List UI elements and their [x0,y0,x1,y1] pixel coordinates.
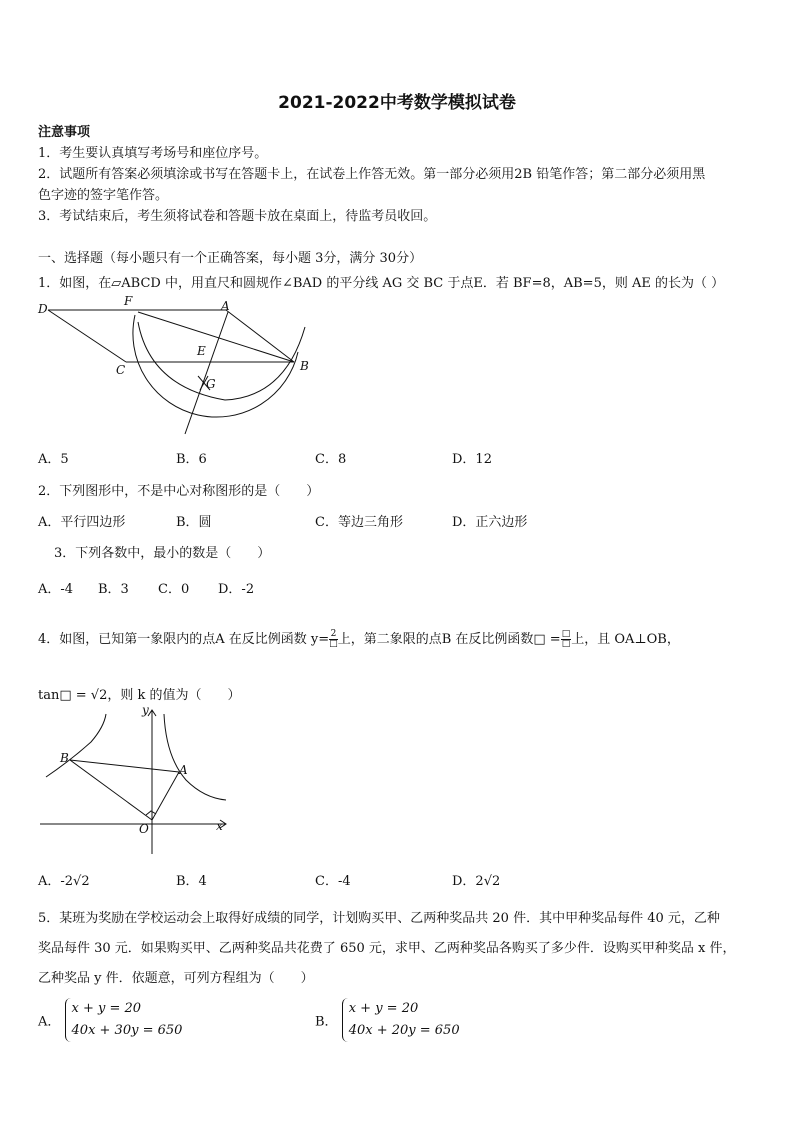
note-item: 2．试题所有答案必须填涂或书写在答题卡上，在试卷上作答无效。第一部分必须用2B 铅笔作答；第二部分必须用黑 [38,167,706,182]
q2-option-a[interactable]: A．平行四边形 [38,515,126,530]
q1-label-E: E [197,344,206,358]
q1-option-b[interactable]: B．6 [176,452,207,467]
q4-label-B: B [60,751,69,765]
q5-line: 5．某班为奖励在学校运动会上取得好成绩的同学，计划购买甲、乙两种奖品共 20 件．其中甲种奖品每件 40 元，乙种 [38,911,720,926]
note-item: 色字迹的签字笔作答。 [38,188,169,203]
q1-line-AB [226,310,294,362]
q4-option-b[interactable]: B．4 [176,874,207,889]
q4-curve-left [46,714,106,777]
q4-option-a[interactable]: A．-2√2 [38,874,90,889]
q1-label-G: G [206,377,216,391]
q5-option-a[interactable] [38,998,182,1042]
q5-option-b[interactable] [315,998,460,1042]
q4-fraction-1 [329,630,338,649]
q1-figure [30,292,330,437]
q4-option-d[interactable]: D．2√2 [452,874,501,889]
q1-option-d[interactable]: D．12 [452,452,492,467]
q4-frac1-num: 2 [330,629,337,639]
q4-label-y: y [142,703,149,717]
q4-frac1-den: □ [329,639,338,649]
q2-option-b[interactable]: B．圆 [176,515,212,530]
q4-label-A: A [179,763,188,777]
q4-right-angle [146,811,156,815]
section-heading: 一、选择题（每小题只有一个正确答案，每小题 3分，满分 30分） [38,251,423,266]
notes-heading: 注意事项 [38,125,91,140]
q1-option-a[interactable]: A．5 [38,452,69,467]
q5-line: 奖品每件 30 元．如果购买甲、乙两种奖品共花费了 650 元，求甲、乙两种奖品各购买了多少件．设购买甲种奖品 x 件， [38,941,736,956]
q1-label-C: C [116,363,126,377]
q5-line: 乙种奖品 y 件．依题意，可列方程组为（ ） [38,971,314,986]
q4-line-OA [152,772,179,820]
q1-line-AG [185,312,228,434]
q1-label-D: D [38,302,48,316]
q5-option-b-eq2: 40x + 20y = 650 [348,1023,460,1038]
q4-stem-c: 上，且 OA⊥OB， [571,632,680,647]
q4-fraction-2 [561,630,572,649]
q5-option-b-eq1: x + y = 20 [348,1001,419,1016]
page-title: 2021-2022中考数学模拟试卷 [278,93,516,113]
q3-option-a[interactable]: A．-4 [38,582,74,597]
q3-option-b[interactable]: B．3 [98,582,129,597]
q2-stem: 2．下列图形中，不是中心对称图形的是（ ） [38,484,320,499]
q5-option-a-eq1: x + y = 20 [71,1001,142,1016]
q2-option-d[interactable]: D．正六边形 [452,515,528,530]
q1-line-DC [48,310,126,362]
q4-figure [36,702,236,860]
note-item: 3．考试结束后，考生须将试卷和答题卡放在桌面上，待监考员收回。 [38,209,437,224]
q1-option-c[interactable]: C．8 [315,452,347,467]
note-item: 1．考生要认真填写考场号和座位序号。 [38,146,268,161]
q1-label-B: B [300,359,309,373]
q5-option-a-eq2: 40x + 30y = 650 [71,1023,183,1038]
q1-label-A: A [221,299,230,313]
q4-frac2-num: □ [561,629,571,639]
q4-label-x: x [216,819,223,833]
q3-option-c[interactable]: C．0 [158,582,190,597]
q4-line-BA [70,760,179,772]
q1-stem: 1．如图，在▱ABCD 中，用直尺和圆规作∠BAD 的平分线 AG 交 BC 于点E．若 BF=8，AB=5，则 AE 的长为（ ） [38,276,725,291]
q1-line-FB [138,312,294,362]
q5-option-b-label: B． [315,1014,338,1030]
q4-stem-b: 上，第二象限的点B 在反比例函数□ = [337,632,561,647]
q3-stem: 3．下列各数中，最小的数是（ ） [54,546,271,561]
q4-stem-line2: tan□ = √2，则 k 的值为（ ） [38,688,241,703]
q5-option-b-system [342,998,460,1042]
q4-curve-right [164,714,226,800]
q5-option-a-label: A． [38,1014,61,1030]
q4-stem [38,628,680,649]
q5-option-a-system [65,998,183,1042]
q4-option-c[interactable]: C．-4 [315,874,351,889]
q4-label-O: O [139,822,149,836]
q1-label-F: F [124,294,133,308]
q2-option-c[interactable]: C．等边三角形 [315,515,403,530]
q4-line-OB [70,760,152,820]
q4-frac2-den: □ [561,639,571,649]
q3-option-d[interactable]: D．-2 [218,582,255,597]
q4-stem-a: 4．如图，已知第一象限内的点A 在反比例函数 y= [38,632,330,647]
